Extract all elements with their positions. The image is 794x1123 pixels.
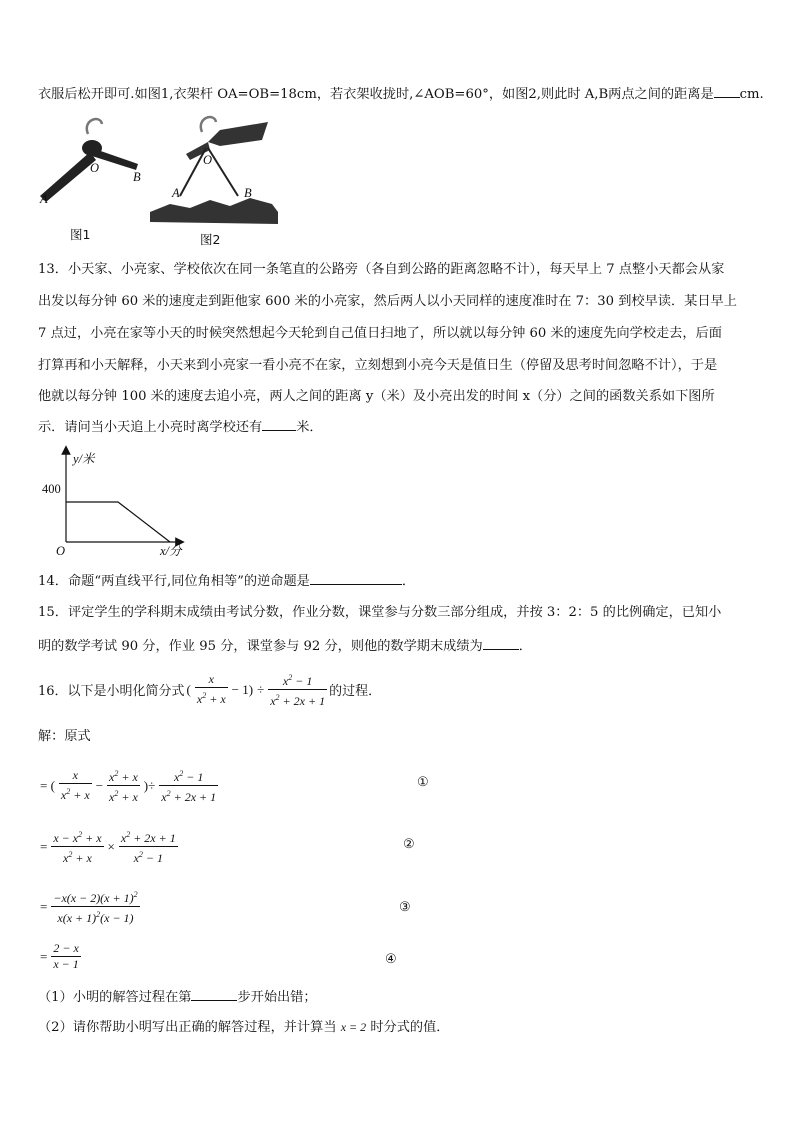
step-mark-3: ③ (399, 900, 411, 915)
y-axis-label: y/米 (73, 452, 95, 466)
q13-text-6: 示．请问当小天追上小亮时离学校还有 (38, 420, 263, 435)
q16-sub-1-tail: 步开始出错； (237, 990, 317, 1005)
fig2-label-o: O (203, 153, 213, 167)
answer-blank (483, 637, 519, 650)
step-mark-2: ② (403, 837, 415, 852)
q13-line-2: 出发以每分钟 60 米的速度走到距他家 600 米的小亮家，然后两人以小天同样的速度准时在 7：30 到校早读．某日早上 (38, 294, 737, 309)
origin-label: O (56, 544, 66, 558)
y-tick-400: 400 (42, 482, 61, 496)
q12-line (38, 85, 764, 103)
figure-2-hanger (150, 112, 280, 232)
q16-sub-2 (38, 1019, 449, 1036)
step-mark-4: ④ (385, 952, 397, 967)
q15-text-2: 明的数学考试 90 分，作业 95 分，课堂参与 92 分，则他的数学期末成绩为 (38, 639, 483, 654)
fig2-caption: 图2 (200, 232, 221, 247)
fig1-label-a: A (40, 192, 48, 206)
fig2-label-b: B (244, 186, 252, 200)
q13-line-6 (38, 418, 323, 436)
q14-text: 14．命题“两直线平行,同位角相等”的逆命题是 (38, 574, 310, 589)
x-axis-label: x/分 (160, 544, 182, 558)
q16-tail: 的过程． (329, 684, 382, 699)
answer-blank (714, 85, 740, 98)
q15-tail: ． (518, 639, 532, 654)
q12-text: 衣服后松开即可.如图1,衣架杆 OA=OB=18cm，若衣架收拢时,∠AOB=60°，如图2,则此时 A,B两点之间的距离是 (38, 87, 714, 102)
step-4: = $\frac{2 - x}{x - 1}$ (40, 941, 79, 971)
solution-label: 解：原式 (38, 729, 91, 744)
q14-tail: ． (401, 574, 416, 589)
q12-unit: cm. (739, 87, 764, 102)
q16-sub-1-text: （1）小明的解答过程在第 (38, 990, 192, 1005)
q13-line-3: 7 点过，小亮在家等小天的时候突然想起今天轮到自己值日扫地了，所以就以每分钟 60 米的速度先向学校走去，后面 (38, 326, 722, 341)
q16-statement: 16．以下是小明化简分式 ( $\frac{x}{x^2 + x}$ − 1) ÷ $\frac{x^2 - 1}{x^2 + 2x + 1}$ 的过程． (38, 672, 382, 708)
q16-text: 16．以下是小明化简分式 (38, 684, 185, 699)
q13-line-4: 打算再和小天解释，小天来到小亮家一看小亮不在家，立刻想到小亮今天是值日生（停留及思考时间忽略不计），于是 (38, 358, 718, 373)
q15-line-1: 15．评定学生的学科期末成绩由考试分数，作业分数，课堂参与分数三部分组成，并按 3：2：5 的比例确定，已知小 (38, 605, 722, 620)
q13-line-5: 他就以每分钟 100 米的速度去追小亮，两人之间的距离 y（米）及小亮出发的时间 x（分）之间的函数关系如下图所 (38, 389, 715, 404)
q13-text-6-tail: 米． (296, 420, 323, 435)
step-1: = ( $\frac{x}{x^2 + x}$ − $\frac{x^2 + x}{x^2 + x}$ )÷ $\frac{x^2 - 1}{x^2 + 2x + 1}$ (40, 768, 217, 804)
q16-sub-1 (38, 988, 317, 1006)
q13-line-1: 13．小天家、小亮家、学校依次在同一条笔直的公路旁（各自到公路的距离忽略不计），每天早上 7 点整小天都会从家 (38, 262, 725, 277)
step-3: = $\frac{-x(x - 2)(x + 1)^2}{x(x + 1)^2(x - 1)}$ (38, 887, 142, 926)
q16-sub-2-var: x = 2 (340, 1020, 367, 1034)
q14-line (38, 572, 415, 590)
fig1-label-o: O (90, 161, 100, 175)
distance-line (66, 502, 170, 542)
answer-blank (262, 418, 296, 431)
q15-line-2 (38, 637, 532, 655)
q16-sub-2-tail: 时分式的值． (370, 1020, 450, 1035)
step-mark-1: ① (417, 775, 429, 790)
fig1-label-b: B (133, 170, 141, 184)
answer-blank (191, 988, 237, 1001)
answer-blank (310, 572, 402, 585)
step-2: = $\frac{x - x^2 + x}{x^2 + x}$ × $\frac{x^2 + 2x + 1}{x^2 - 1}$ (38, 827, 180, 866)
fig2-label-a: A (172, 186, 180, 200)
q16-sub-2-text: （2）请你帮助小明写出正确的解答过程，并计算当 (38, 1020, 337, 1035)
fig1-caption: 图1 (70, 227, 91, 242)
